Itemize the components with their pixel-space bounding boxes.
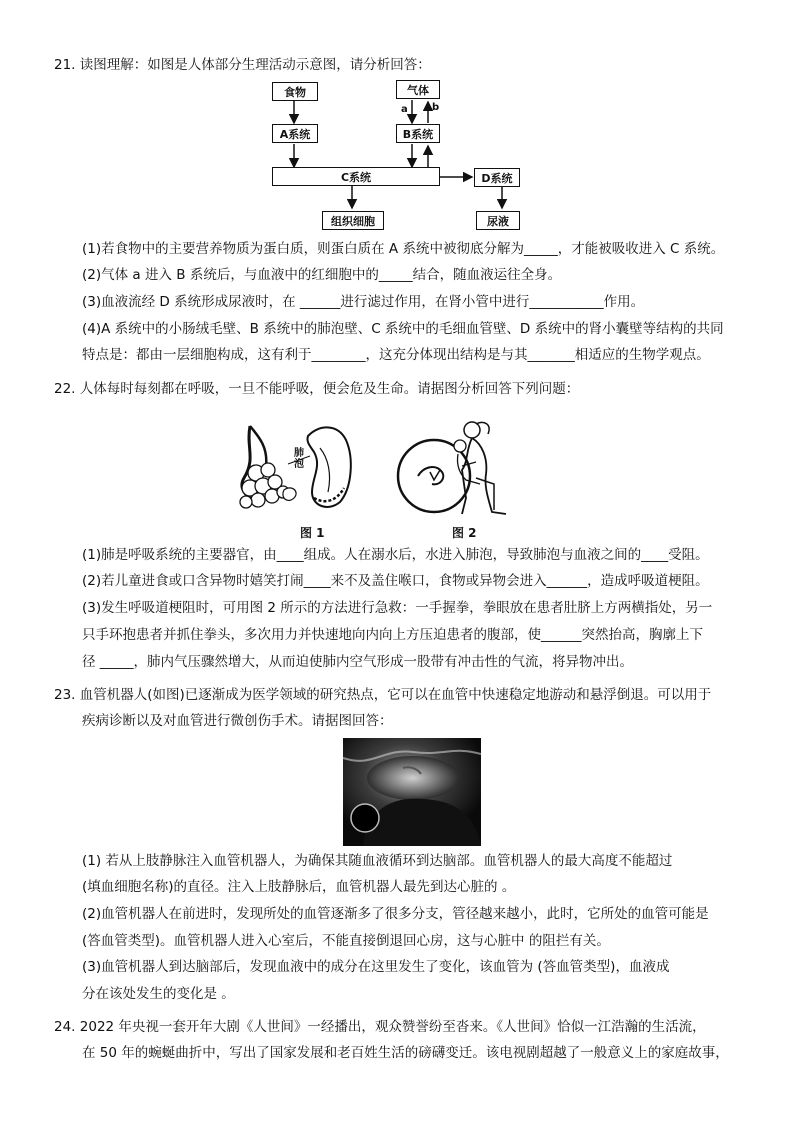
q22-part2: (2)若儿童进食或口含异物时嬉笑打闹____来不及盖住喉口，食物或异物会进入______，造成呼吸道梗阻。 [82,573,709,589]
q23-part1-line2: (填血细胞名称)的直径。注入上肢静脉后，血管机器人最先到达心脏的 。 [82,879,516,895]
q21-part2: (2)气体 a 进入 B 系统后，与血液中的红细胞中的_____结合，随血液运往全身。 [82,267,562,283]
box-a-system: A系统 [272,124,318,143]
q22-part1: (1)肺是呼吸系统的主要器官，由____组成。人在溺水后，水进入肺泡，导致肺泡与血液之间的____受阻。 [82,547,709,563]
q23-part3-line2: 分在该处发生的变化是 。 [82,986,235,1002]
q21-part4-line2: 特点是：都由一层细胞构成，这有利于________，这充分体现出结构是与其_______相适应的生物学观点。 [82,347,710,363]
q23-part1-line1: (1) 若从上肢静脉注入血管机器人，为确保其随血液循环到达脑部。血管机器人的最大高度不能超过 [82,853,673,869]
q21-diagram [268,78,528,233]
box-gas: 气体 [396,80,440,99]
box-tissue-cells: 组织细胞 [322,211,384,230]
box-food: 食物 [272,82,318,101]
q23-part3-line1: (3)血管机器人到达脑部后，发现血液中的成分在这里发生了变化，该血管为 (答血管类型)，血液成 [82,959,670,975]
q21-part3: (3)血液流经 D 系统形成尿液时，在 ______进行滤过作用，在肾小管中进行___________作用。 [82,294,645,310]
q22-title: 22. 人体每时每刻都在呼吸，一旦不能呼吸，便会危及生命。请据图分析回答下列问题： [54,381,580,397]
heimlich-figure [396,414,512,522]
box-c-system: C系统 [272,167,440,186]
q21-part1: (1)若食物中的主要营养物质为蛋白质，则蛋白质在 A 系统中被彻底分解为_____，才能被吸收进入 C 系统。 [82,241,725,257]
q21-title: 21. 读图理解：如图是人体部分生理活动示意图，请分析回答： [54,57,431,73]
q23-title-line1: 23. 血管机器人(如图)已逐渐成为医学领域的研究热点，它可以在血管中快速稳定地游动和悬浮倒退。可以用于 [54,687,712,703]
label-b: b [432,102,440,113]
q23-part2-line1: (2)血管机器人在前进时，发现所处的血管逐渐多了很多分支，管径越来越小，此时，它所处的血管可能是 [82,906,709,922]
alveoli-label: 肺泡 [294,448,304,470]
q21-part4-line1: (4)A 系统中的小肠绒毛壁、B 系统中的肺泡壁、C 系统中的毛细血管壁、D 系统中的肾小囊壁等结构的共同 [82,321,724,337]
q24-line1: 24. 2022 年央视一套开年大剧《人世间》一经播出，观众赞誉纷至沓来。《人世间》恰似一江浩瀚的生活流， [54,1019,706,1035]
q23-title-line2: 疾病诊断以及对血管进行微创伤手术。请据图回答： [82,713,393,729]
q23-part2-line2: (答血管类型)。血管机器人进入心室后，不能直接倒退回心房，这与心脏中 的阻拦有关。 [82,933,610,949]
q22-part3-line3: 径 _____，肺内气压骤然增大，从而迫使肺内空气形成一股带有冲击性的气流，将异物冲出。 [82,654,634,670]
box-d-system: D系统 [474,168,520,187]
fig1-caption: 图 1 [300,526,325,540]
label-a: a [401,104,408,115]
q22-part3-line2: 只手环抱患者并抓住拳头，多次用力并快速地向内向上方压迫患者的腹部，使______突然抬高，胸廓上下 [82,627,703,643]
vascular-robot-photo [343,738,481,846]
q24-line2: 在 50 年的蜿蜒曲折中，写出了国家发展和老百姓生活的磅礴变迁。该电视剧超越了一般意义上的家庭故事， [82,1045,729,1061]
box-b-system: B系统 [396,124,440,143]
fig2-caption: 图 2 [452,526,477,540]
box-urine: 尿液 [476,211,520,230]
q22-part3-line1: (3)发生呼吸道梗阻时，可用图 2 所示的方法进行急救：一手握拳，拳眼放在患者肚脐上方两横指处，另一 [82,600,713,616]
